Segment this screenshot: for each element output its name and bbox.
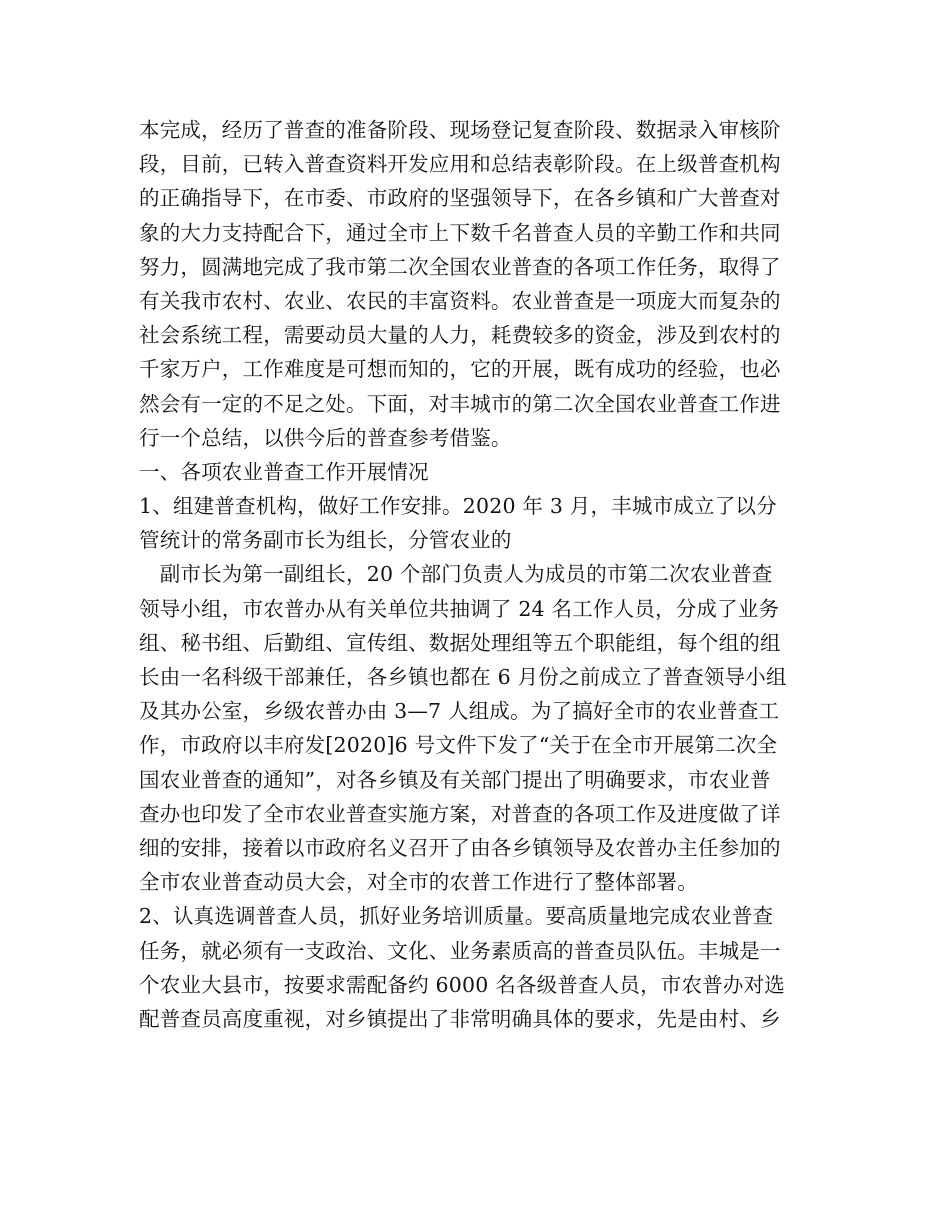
text-line: 有关我市农村、农业、农民的丰富资料。农业普查是一项庞大而复杂的 <box>139 288 781 313</box>
text-line: 细的安排，接着以市政府名义召开了由各乡镇领导及农普办主任参加的 <box>139 835 781 860</box>
text-line: 领导小组，市农普办从有关单位共抽调了 24 名工作人员，分成了业务 <box>139 596 780 621</box>
text-line: 的正确指导下，在市委、市政府的坚强领导下，在各乡镇和广大普查对 <box>139 186 781 211</box>
text-line: 管统计的常务副市长为组长，分管农业的 <box>139 528 512 553</box>
text-line: 长由一名科级干部兼任，各乡镇也都在 6 月份之前成立了普查领导小组 <box>139 665 787 689</box>
text-line: 1、组建普查机构，做好工作安排。2020 年 3 月，丰城市成立了以分 <box>139 494 777 519</box>
text-line: 段，目前，已转入普查资料开发应用和总结表彰阶段。在上级普查机构 <box>139 152 781 177</box>
text-line: 配普查员高度重视，对乡镇提出了非常明确具体的要求，先是由村、乡 <box>139 1006 781 1031</box>
text-line: 社会系统工程，需要动员大量的人力，耗费较多的资金，涉及到农村的 <box>139 323 781 348</box>
text-line: 全市农业普查动员大会，对全市的农普工作进行了整体部署。 <box>139 870 698 895</box>
text-line: 作，市政府以丰府发[2020]6 号文件下发了“关于在全市开展第二次全 <box>139 733 778 758</box>
text-line: 国农业普查的通知”，对各乡镇及有关部门提出了明确要求，市农业普 <box>139 767 771 792</box>
text-line: 本完成，经历了普查的准备阶段、现场登记复查阶段、数据录入审核阶 <box>139 118 781 142</box>
text-line: 然会有一定的不足之处。下面，对丰城市的第二次全国农业普查工作进 <box>139 391 781 416</box>
text-line: 及其办公室，乡级农普办由 3—7 人组成。为了搞好全市的农业普查工 <box>139 699 780 724</box>
text-line: 行一个总结，以供今后的普查参考借鉴。 <box>139 425 512 450</box>
text-line: 象的大力支持配合下，通过全市上下数千名普查人员的辛勤工作和共同 <box>139 220 781 245</box>
text-line: 千家万户，工作难度是可想而知的，它的开展，既有成功的经验，也必 <box>139 357 781 382</box>
section-heading: 一、各项农业普查工作开展情况 <box>139 459 429 484</box>
text-line: 组、秘书组、后勤组、宣传组、数据处理组等五个职能组，每个组的组 <box>139 630 781 655</box>
text-line: 个农业大县市，按要求需配备约 6000 名各级普查人员，市农普办对选 <box>139 972 786 997</box>
document-body <box>139 113 819 1036</box>
text-line: 任务，就必须有一支政治、文化、业务素质高的普查员队伍。丰城是一 <box>139 938 781 963</box>
text-line: 努力，圆满地完成了我市第二次全国农业普查的各项工作任务，取得了 <box>139 254 781 279</box>
text-line: 查办也印发了全市农业普查实施方案，对普查的各项工作及进度做了详 <box>139 801 781 826</box>
text-line: 2、认真选调普查人员，抓好业务培训质量。要高质量地完成农业普查 <box>139 904 774 929</box>
text-line: 副市长为第一副组长，20 个部门负责人为成员的市第二次农业普查 <box>139 562 773 587</box>
